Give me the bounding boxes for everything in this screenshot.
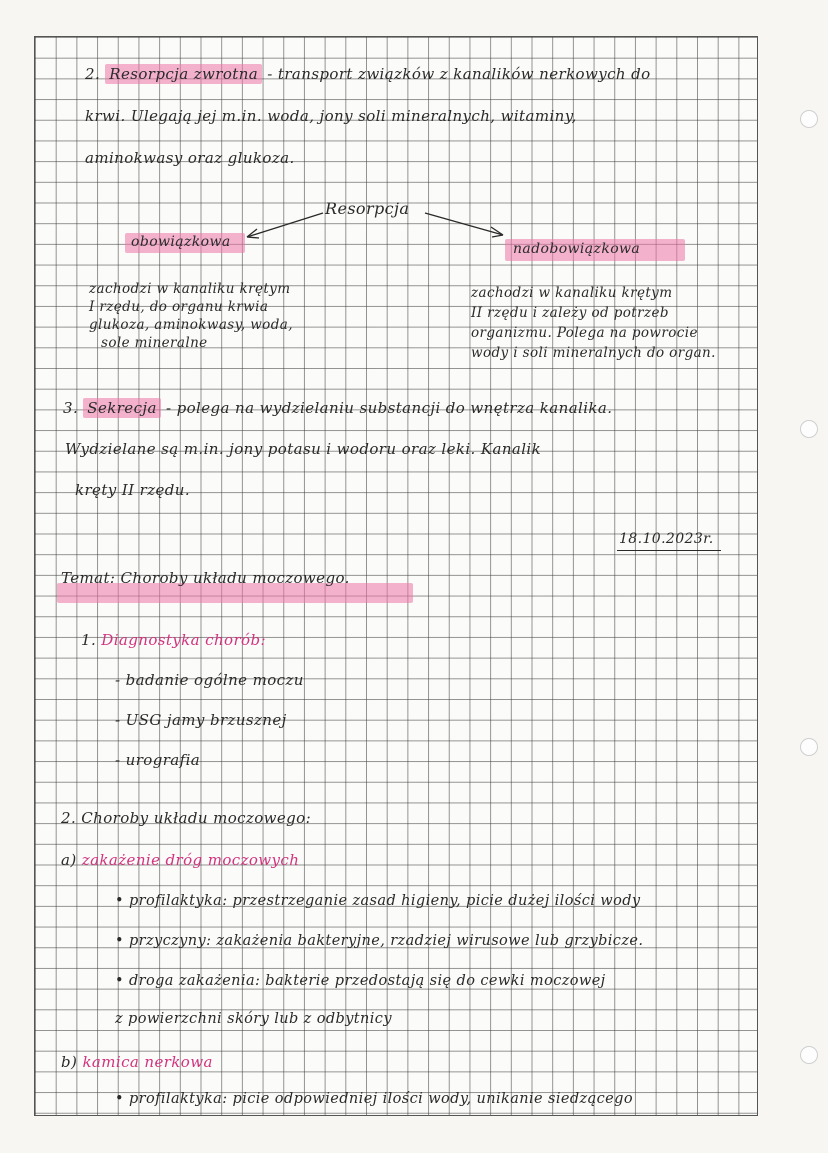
binder-hole — [800, 738, 818, 756]
term-resorpcja-zwrotna: Resorpcja zwrotna — [105, 64, 262, 84]
left-box-line: I rzędu, do organu krwia — [89, 299, 269, 315]
section-1-item: - badanie ogólne moczu — [115, 671, 304, 689]
date-underline — [617, 550, 721, 551]
topic-title: Choroby układu moczowego. — [120, 569, 350, 587]
paragraph-3-number: 3. — [63, 399, 79, 417]
section-1-number: 1. — [81, 631, 97, 649]
paragraph-3-line-1 — [63, 399, 612, 417]
left-box-line: zachodzi w kanaliku krętym — [89, 281, 291, 297]
subsection-b-item: • profilaktyka: picie odpowiedniej ilości wody, unikanie siedzącego — [115, 1091, 633, 1107]
right-box-line: II rzędu i zależy od potrzeb — [471, 305, 669, 321]
subsection-b-label: b) — [61, 1053, 78, 1071]
paragraph-3-line-3: kręty II rzędu. — [75, 481, 191, 499]
section-1-heading — [81, 631, 266, 649]
section-1-item: - USG jamy brzusznej — [115, 711, 287, 729]
topic-line — [61, 569, 350, 587]
subsection-b-title: kamica nerkowa — [82, 1053, 213, 1071]
subsection-a-heading — [61, 851, 299, 869]
right-box-title: nadobowiązkowa — [513, 241, 641, 257]
section-2-title: 2. Choroby układu moczowego: — [61, 809, 312, 827]
binder-hole — [800, 1046, 818, 1064]
subsection-a-title: zakażenie dróg moczowych — [81, 851, 300, 869]
left-box-line: glukoza, aminokwasy, woda, — [89, 317, 293, 333]
section-1-item: - urografia — [115, 751, 201, 769]
diagram-center-label: Resorpcja — [325, 199, 410, 218]
right-box-line: wody i soli mineralnych do organ. — [471, 345, 716, 361]
paragraph-2-line-3: aminokwasy oraz glukoza. — [85, 149, 295, 167]
subsection-a-item: • przyczyny: zakażenia bakteryjne, rzadziej wirusowe lub grzybicze. — [115, 933, 644, 949]
binder-hole — [800, 420, 818, 438]
diagram-arrows — [235, 207, 535, 247]
notebook-page — [34, 36, 758, 1116]
paragraph-2-line-1-rest: - transport związków z kanalików nerkowych do — [267, 65, 651, 83]
right-box-line: organizmu. Polega na powrocie — [471, 325, 698, 341]
subsection-a-item: • droga zakażenia: bakterie przedostają się do cewki moczowej — [115, 973, 606, 989]
subsection-b-heading — [61, 1053, 213, 1071]
topic-label: Temat: — [61, 569, 116, 587]
binder-hole — [800, 110, 818, 128]
section-1-title: Diagnostyka chorób: — [101, 631, 266, 649]
subsection-a-item: z powierzchni skóry lub z odbytnicy — [115, 1011, 392, 1027]
paragraph-3-line-2: Wydzielane są m.in. jony potasu i wodoru oraz leki. Kanalik — [65, 440, 542, 458]
term-sekrecja: Sekrecja — [83, 398, 160, 418]
date: 18.10.2023r. — [619, 531, 714, 547]
paragraph-2-number: 2. — [85, 65, 101, 83]
subsection-a-item: • profilaktyka: przestrzeganie zasad higieny, picie dużej ilości wody — [115, 893, 641, 909]
left-box-title: obowiązkowa — [131, 234, 231, 250]
paragraph-3-line-1-rest: - polega na wydzielaniu substancji do wnętrza kanalika. — [165, 399, 613, 417]
left-box-line: sole mineralne — [101, 335, 208, 351]
right-box-line: zachodzi w kanaliku krętym — [471, 285, 673, 301]
paragraph-2-line-2: krwi. Ulegają jej m.in. woda, jony soli mineralnych, witaminy, — [85, 107, 577, 125]
paragraph-2-line-1 — [85, 65, 651, 83]
subsection-a-label: a) — [61, 851, 77, 869]
